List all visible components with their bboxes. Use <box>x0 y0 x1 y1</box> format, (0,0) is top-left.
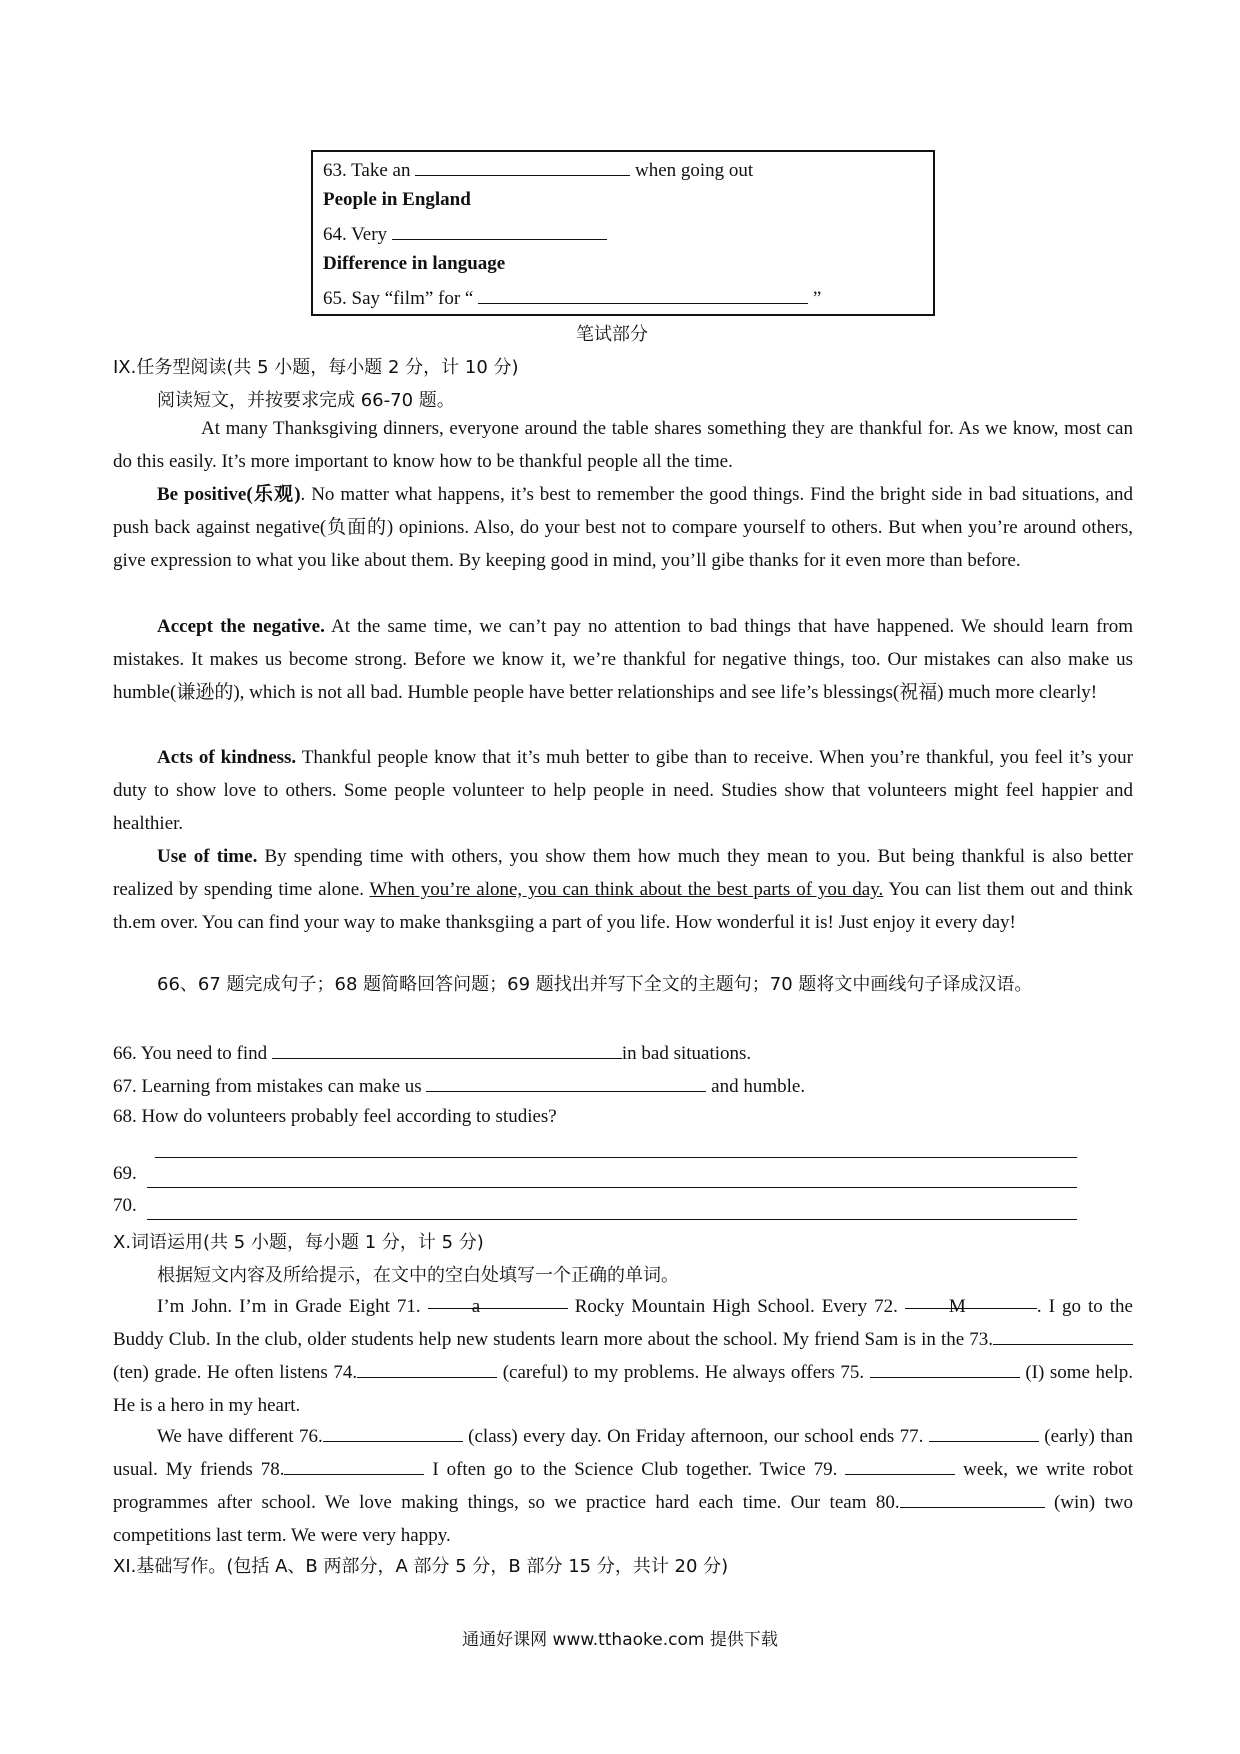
section-written-heading: 笔试部分 <box>576 324 648 345</box>
blank-63[interactable] <box>415 157 630 176</box>
passage-paragraph-2: Be positive(乐观). No matter what happens, it’s best to remember the good things. Find the bright side in bad situations, and push back against negative(负面的) opinions. Also, do your best not to compare yourself to others. But when you’re around others, give expression to what you like about them. By keeping good in mind, you’ll gibe thanks for it even more than before. <box>113 484 1134 571</box>
blank-64[interactable] <box>392 221 607 240</box>
question-66: 66. You need to find in bad situations. <box>113 1040 751 1065</box>
blank-76[interactable] <box>323 1423 463 1442</box>
heading-people: People in England <box>323 189 471 210</box>
blank-79[interactable] <box>845 1456 955 1475</box>
blank-75[interactable] <box>870 1359 1020 1378</box>
blank-74[interactable] <box>357 1359 497 1378</box>
blank-66[interactable] <box>272 1040 622 1059</box>
blank-80[interactable] <box>900 1489 1045 1508</box>
table-row-63: 63. Take an when going out <box>323 157 753 182</box>
passage-paragraph-1: At many Thanksgiving dinners, everyone around the table shares something they are thankful for. As we know, most can do this easily. It’s more important to know how to be thankful people all the time. <box>113 418 1133 472</box>
section10-title: X.词语运用(共 5 小题，每小题 1 分，计 5 分) <box>113 1232 484 1253</box>
word-use-paragraph-1: I’m John. I’m in Grade Eight 71. a Rocky Mountain High School. Every 72. M . I go to the Buddy Club. In the club, older students help new students learn more about the school. My friend Sam is in the 73. (ten) grade. He often listens 74. (careful) to my problems. He always offers 75. (I) some help. He is a hero in my heart. <box>113 1290 1133 1422</box>
table-row-65: 65. Say “film” for “ ” <box>323 285 821 310</box>
footer-download-note: 通通好课网 www.tthaoke.com 提供下载 <box>462 1630 778 1650</box>
heading-language: Difference in language <box>323 253 506 274</box>
answer-line-69[interactable] <box>147 1187 1077 1188</box>
section10-instruction: 根据短文内容及所给提示，在文中的空白处填写一个正确的单词。 <box>157 1265 679 1286</box>
answer-table <box>311 150 935 316</box>
question-68: 68. How do volunteers probably feel according to studies? <box>113 1106 557 1127</box>
section11-title: XI.基础写作。(包括 A、B 两部分，A 部分 5 分，B 部分 15 分，共计 20 分) <box>113 1556 729 1577</box>
answer-line-70[interactable] <box>147 1219 1077 1220</box>
blank-73[interactable] <box>993 1326 1133 1345</box>
passage-paragraph-4: Acts of kindness. Thankful people know that it’s muh better to gibe than to receive. When you’re thankful, you feel it’s your duty to show love to others. Some people volunteer to help people in need. Studies show that volunteers might feel happier and healthier. <box>113 747 1133 834</box>
blank-71[interactable]: a <box>428 1290 568 1309</box>
task-instruction: 66、67 题完成句子；68 题简略回答问题；69 题找出并写下全文的主题句；70 题将文中画线句子译成汉语。 <box>157 974 1033 995</box>
answer-line-68[interactable] <box>155 1157 1077 1158</box>
question-67: 67. Learning from mistakes can make us and humble. <box>113 1073 805 1098</box>
passage-paragraph-5: Use of time. By spending time with others, you show them how much they mean to you. But being thankful is also better realized by spending time alone. When you’re alone, you can think about the best parts of you day. You can list them out and think th.em over. You can find your way to make thanksgiing a part of you life. How wonderful it is! Just enjoy it every day! <box>113 846 1133 933</box>
table-row-64: 64. Very <box>323 221 607 246</box>
question-69-label: 69. <box>113 1163 137 1184</box>
blank-77[interactable] <box>929 1423 1039 1442</box>
passage-paragraph-3: Accept the negative. At the same time, we can’t pay no attention to bad things that have happened. We should learn from mistakes. It makes us become strong. Before we know it, we’re thankful for negative things, too. Our mistakes can also make us humble(谦逊的), which is not all bad. Humble people have better relationships and see life’s blessings(祝福) much more clearly! <box>113 616 1133 703</box>
question-70-label: 70. <box>113 1195 137 1216</box>
word-use-paragraph-2: We have different 76. (class) every day. On Friday afternoon, our school ends 77. (early) than usual. My friends 78. I often go to the Science Club together. Twice 79. week, we write robot programmes after school. We love making things, so we practice hard each time. Our team 80. (win) two competitions last term. We were very happy. <box>113 1420 1133 1552</box>
section9-instruction: 阅读短文，并按要求完成 66-70 题。 <box>157 390 455 411</box>
underlined-sentence: When you’re alone, you can think about the best parts of you day. <box>369 879 884 900</box>
section9-title: IX.任务型阅读(共 5 小题，每小题 2 分，计 10 分) <box>113 357 519 378</box>
blank-72[interactable]: M <box>905 1290 1037 1309</box>
blank-65[interactable] <box>478 285 808 304</box>
blank-78[interactable] <box>284 1456 424 1475</box>
blank-67[interactable] <box>426 1073 706 1092</box>
